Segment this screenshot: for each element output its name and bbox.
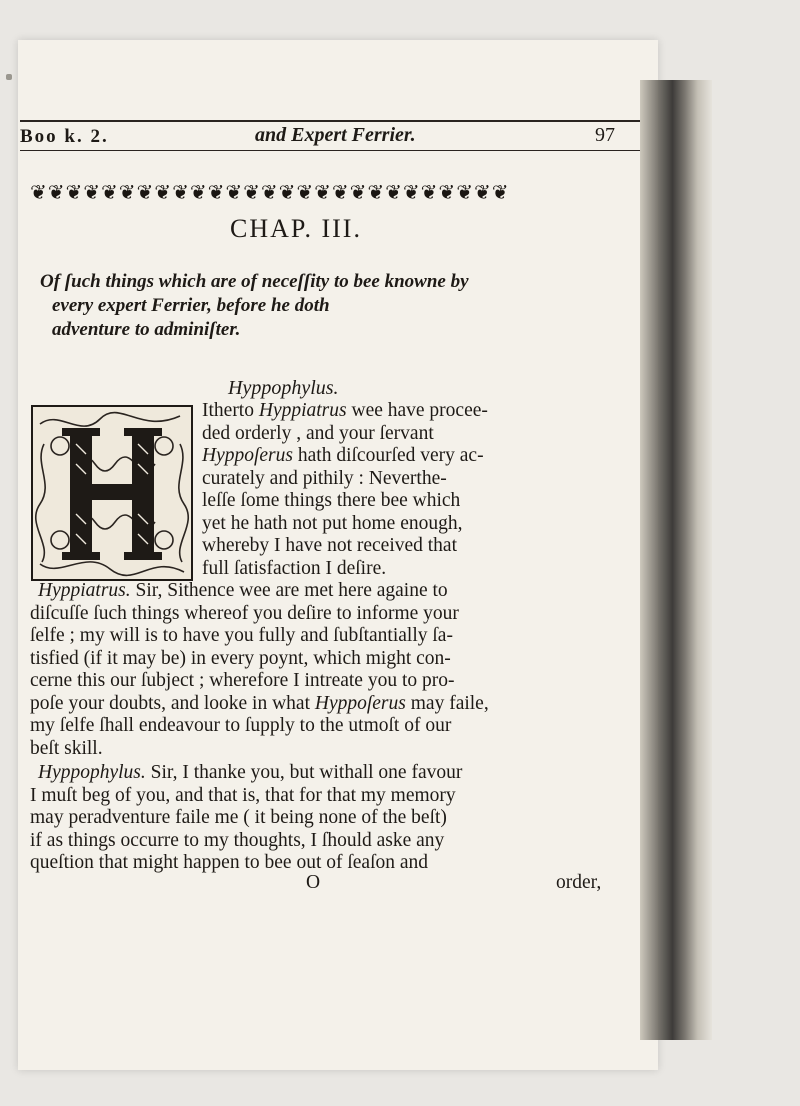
- subtitle-line: adventure to adminiſter.: [52, 319, 241, 340]
- text-run: beſt skill.: [30, 737, 103, 759]
- text-run: diſcuſſe ſuch things whereof you deſire to informe your: [30, 602, 459, 624]
- text-line: [30, 648, 451, 671]
- text-line: [202, 558, 386, 581]
- text-line: [202, 445, 484, 468]
- text-run: leſſe ſome things there bee which: [202, 490, 461, 511]
- text-run: queſtion that might happen to bee out of ſeaſon and: [30, 852, 429, 873]
- text-line: [202, 535, 457, 558]
- text-line: [202, 490, 460, 513]
- text-line: [202, 423, 434, 446]
- text-line: [38, 580, 448, 603]
- text-run: Itherto: [202, 400, 259, 421]
- text-line: [202, 468, 447, 491]
- text-run-italic: Hyppoſerus: [314, 692, 406, 714]
- signature-mark: O: [306, 872, 321, 893]
- text-run: if as things occurre to my thoughts, I ſhould aske any: [30, 829, 445, 851]
- text-run: ſelfe ; my will is to have you fully and ſubſtantially ſa-: [30, 625, 453, 646]
- chapter-heading: CHAP. III.: [230, 214, 362, 243]
- text-run-italic: Hyppoſerus: [202, 445, 293, 466]
- book-number: Boo k. 2.: [20, 126, 109, 147]
- running-head: [20, 120, 640, 154]
- text-run: may faile,: [405, 692, 489, 714]
- subtitle-line: every expert Ferrier, before he doth: [52, 295, 330, 316]
- text-run: Sir, Sithence wee are met here againe to: [130, 580, 448, 601]
- text-line: [30, 738, 103, 761]
- text-line: [30, 785, 456, 808]
- text-run: I muſt beg of you, and that is, that for that my memory: [30, 784, 456, 806]
- text-line: [30, 693, 489, 716]
- running-head-rule-top: [20, 120, 640, 122]
- text-run: tisfied (if it may be) in every poynt, which might con-: [30, 647, 451, 669]
- fleuron-border-icon: ❦❦❦❦❦❦❦❦❦❦❦❦❦❦❦❦❦❦❦❦❦❦❦❦❦❦❦: [30, 180, 510, 204]
- text-run: full ſatisfaction I deſire.: [202, 557, 387, 579]
- speaker-name: Hyppophylus.: [228, 377, 339, 399]
- text-line: [202, 513, 463, 536]
- catchword: order,: [556, 872, 602, 893]
- text-line: [202, 400, 488, 423]
- text-run-italic: Hyppophylus.: [38, 762, 146, 783]
- text-run: whereby I have not received that: [202, 535, 458, 556]
- text-run: yet he hath not put home enough,: [202, 512, 463, 534]
- text-line: [30, 715, 451, 738]
- text-run: curately and pithily : Neverthe-: [202, 467, 447, 489]
- page-number: 97: [595, 124, 615, 146]
- running-head-rule-bottom: [20, 150, 640, 151]
- text-run: wee have procee-: [346, 400, 488, 421]
- text-run: Sir, I thanke you, but withall one favour: [145, 762, 463, 783]
- text-run-italic: Hyppiatrus.: [38, 580, 131, 601]
- text-line: [30, 603, 459, 626]
- text-line: [38, 762, 462, 785]
- text-run: poſe your doubts, and looke in what: [30, 692, 315, 714]
- text-line: [30, 670, 455, 693]
- text-run: cerne this our ſubject ; wherefore I intreate you to pro-: [30, 670, 455, 691]
- text-run: hath diſcourſed very ac-: [293, 445, 484, 466]
- running-title: and Expert Ferrier.: [255, 124, 416, 146]
- text-run: my ſelfe ſhall endeavour to ſupply to the utmoſt of our: [30, 715, 452, 736]
- scan-corner-mark: [6, 74, 12, 80]
- text-run: may peradventure faile me ( it being none of the beſt): [30, 807, 447, 828]
- text-line: [30, 852, 428, 875]
- subtitle-line: Of ſuch things which are of neceſſity to bee knowne by: [40, 271, 469, 292]
- decorated-initial-icon: [30, 404, 194, 582]
- book-binding-shadow: [640, 80, 712, 1040]
- text-line: [30, 625, 453, 648]
- text-line: [30, 807, 447, 830]
- text-line: [30, 830, 444, 853]
- text-run: ded orderly , and your ſervant: [202, 422, 434, 444]
- text-run-italic: Hyppiatrus: [258, 400, 347, 421]
